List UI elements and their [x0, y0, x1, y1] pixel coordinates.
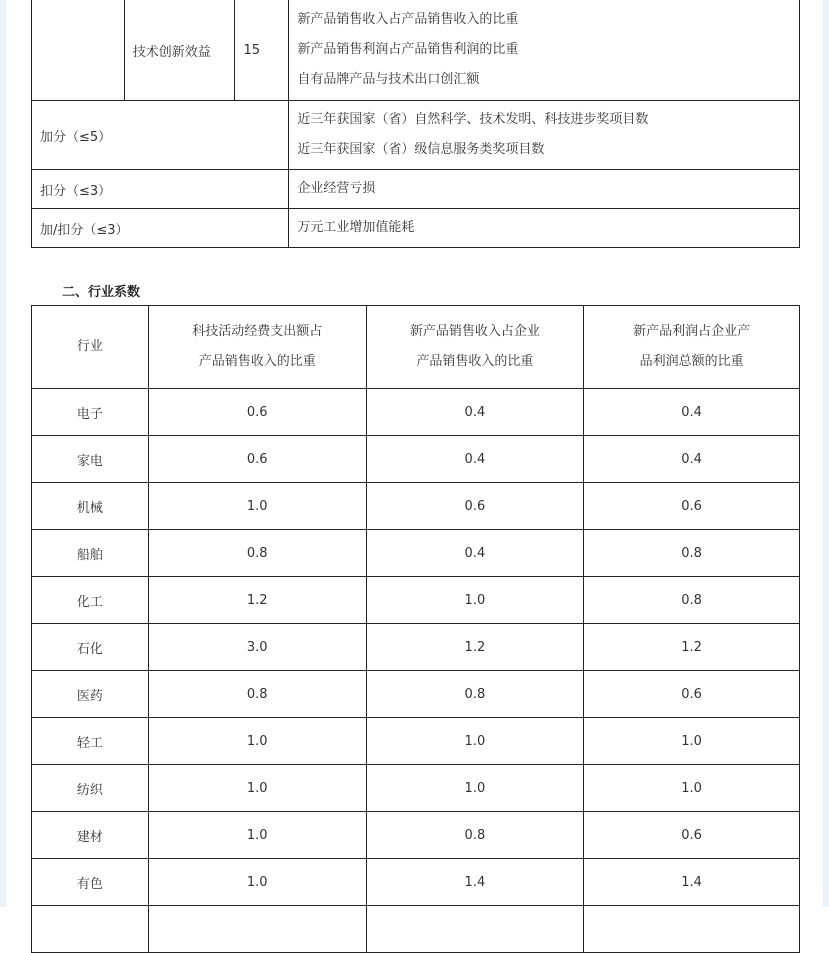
table-row [32, 209, 800, 248]
industry-cell: 轻工 [32, 718, 149, 765]
new-product-revenue-cell: 0.4 [366, 436, 584, 483]
industry-cell: 纺织 [32, 765, 149, 812]
deduction-label-cell: 扣分（≤3） [32, 170, 289, 209]
industry-cell: 建材 [32, 812, 149, 859]
new-product-revenue-cell: 0.6 [366, 483, 584, 530]
section-title: 二、行业系数 [62, 285, 141, 300]
table-row [32, 170, 800, 209]
new-product-profit-cell: 1.0 [584, 718, 800, 765]
bonus-label-cell: 加分（≤5） [32, 101, 289, 170]
page-margin-right [823, 0, 829, 907]
rd-ratio-cell: 1.0 [148, 812, 366, 859]
table-row [32, 718, 800, 765]
new-product-profit-cell: 0.6 [584, 671, 800, 718]
industry-cell: 家电 [32, 436, 149, 483]
rd-ratio-cell: 1.0 [148, 718, 366, 765]
table-row [32, 812, 800, 859]
bonus-deduction-label-cell: 加/扣分（≤3） [32, 209, 289, 248]
weight-cell: 15 [235, 0, 289, 101]
rd-ratio-cell: 1.0 [148, 859, 366, 906]
column-header-new-product-revenue: 新产品销售收入占企业 产品销售收入的比重 [366, 306, 584, 389]
industry-coefficient-table [31, 305, 800, 953]
table-row [32, 483, 800, 530]
rd-ratio-cell: 3.0 [148, 624, 366, 671]
table-row [32, 436, 800, 483]
new-product-profit-cell: 1.0 [584, 765, 800, 812]
new-product-revenue-cell: 0.8 [366, 812, 584, 859]
table-row [32, 0, 800, 101]
new-product-profit-cell: 0.6 [584, 483, 800, 530]
rd-ratio-cell [148, 906, 366, 953]
coefficient-rows [32, 389, 800, 953]
new-product-revenue-cell: 1.0 [366, 577, 584, 624]
indicator-item: 近三年获国家（省）自然科学、技术发明、科技进步奖项目数 [297, 112, 649, 127]
new-product-profit-cell: 0.4 [584, 436, 800, 483]
table-row [32, 624, 800, 671]
new-product-revenue-cell: 0.4 [366, 389, 584, 436]
table-row [32, 671, 800, 718]
table-row [32, 765, 800, 812]
industry-cell: 电子 [32, 389, 149, 436]
new-product-profit-cell: 0.8 [584, 530, 800, 577]
new-product-revenue-cell: 1.0 [366, 718, 584, 765]
new-product-revenue-cell: 1.0 [366, 765, 584, 812]
indicator-list-cell [289, 101, 800, 170]
industry-cell: 石化 [32, 624, 149, 671]
sub-category-cell: 技术创新效益 [124, 0, 235, 101]
rd-ratio-cell: 1.0 [148, 483, 366, 530]
column-header-rd-ratio: 科技活动经费支出额占 产品销售收入的比重 [148, 306, 366, 389]
table-row [32, 530, 800, 577]
industry-cell: 医药 [32, 671, 149, 718]
industry-cell: 船舶 [32, 530, 149, 577]
score-criteria-table [31, 0, 800, 248]
new-product-revenue-cell: 0.8 [366, 671, 584, 718]
rd-ratio-cell: 0.8 [148, 671, 366, 718]
new-product-profit-cell: 0.4 [584, 389, 800, 436]
new-product-revenue-cell: 0.4 [366, 530, 584, 577]
table-row [32, 101, 800, 170]
new-product-profit-cell: 0.8 [584, 577, 800, 624]
industry-cell: 化工 [32, 577, 149, 624]
new-product-profit-cell: 1.2 [584, 624, 800, 671]
rd-ratio-cell: 1.0 [148, 765, 366, 812]
rd-ratio-cell: 0.6 [148, 436, 366, 483]
industry-cell: 机械 [32, 483, 149, 530]
rd-ratio-cell: 1.2 [148, 577, 366, 624]
rd-ratio-cell: 0.8 [148, 530, 366, 577]
industry-cell: 有色 [32, 859, 149, 906]
new-product-profit-cell: 1.4 [584, 859, 800, 906]
indicator-list-cell [289, 209, 800, 248]
indicator-item: 万元工业增加值能耗 [297, 220, 415, 235]
indicator-item: 新产品销售收入占产品销售收入的比重 [297, 12, 519, 27]
indicator-item: 近三年获国家（省）级信息服务类奖项目数 [297, 142, 545, 157]
table-row [32, 859, 800, 906]
table-row [32, 389, 800, 436]
indicator-item: 自有品牌产品与技术出口创汇额 [297, 72, 480, 87]
table-row [32, 577, 800, 624]
industry-cell [32, 906, 149, 953]
table-header-row [32, 306, 800, 389]
new-product-revenue-cell [366, 906, 584, 953]
column-header-industry: 行业 [32, 306, 149, 389]
new-product-profit-cell: 0.6 [584, 812, 800, 859]
indicator-list-cell [289, 0, 800, 101]
column-header-new-product-profit: 新产品利润占企业产 品利润总额的比重 [584, 306, 800, 389]
indicator-item: 企业经营亏损 [297, 181, 376, 196]
indicator-list-cell [289, 170, 800, 209]
new-product-revenue-cell: 1.2 [366, 624, 584, 671]
indicator-item: 新产品销售利润占产品销售利润的比重 [297, 42, 519, 57]
category-cell-empty [32, 0, 125, 101]
new-product-profit-cell [584, 906, 800, 953]
table-row [32, 906, 800, 953]
page-margin-left [0, 0, 6, 907]
rd-ratio-cell: 0.6 [148, 389, 366, 436]
new-product-revenue-cell: 1.4 [366, 859, 584, 906]
